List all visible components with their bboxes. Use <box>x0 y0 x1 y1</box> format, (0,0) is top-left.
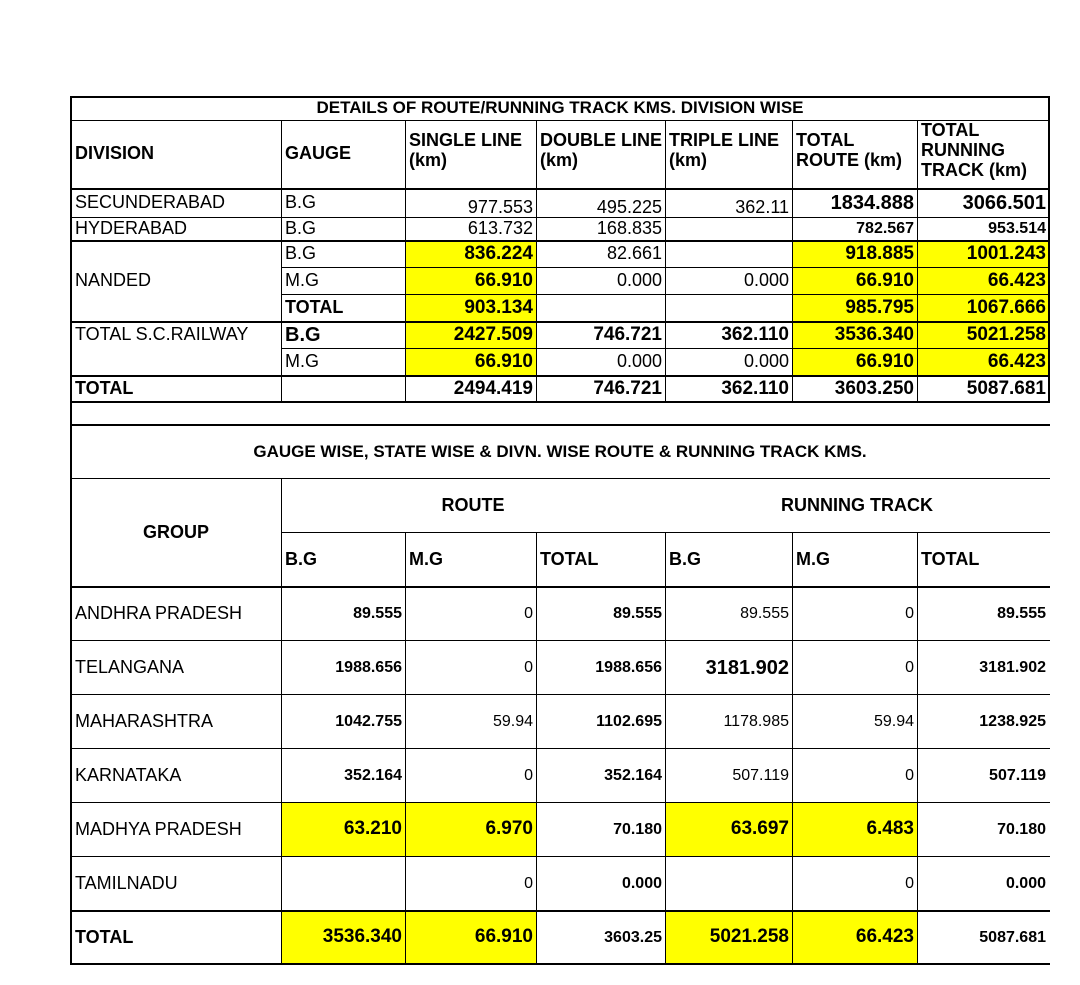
single-line-cell: 903.134 <box>405 295 536 321</box>
total-route-cell: 66.910 <box>792 268 917 294</box>
running-bg-cell <box>665 857 792 910</box>
route-mg-cell: 0 <box>524 604 533 622</box>
total-route-cell: 918.885 <box>792 241 917 267</box>
route-mg-cell: 0 <box>524 766 533 784</box>
subheader-route-mg: M.G <box>409 548 443 569</box>
gauge-cell: M.G <box>285 351 319 372</box>
table2-title: GAUGE WISE, STATE WISE & DIVN. WISE ROUTE & RUNNING TRACK KMS. <box>253 441 867 461</box>
double-line-cell: 746.721 <box>593 377 662 399</box>
running-total-cell: 0.000 <box>1005 874 1046 892</box>
route-total-cell: 70.180 <box>613 820 662 838</box>
division-cell: SECUNDERABAD <box>75 192 226 213</box>
total-route-cell: 3536.340 <box>792 322 917 348</box>
running-track-header: RUNNING TRACK <box>781 494 933 515</box>
header-total-running-track: TOTAL RUNNING TRACK (km) <box>921 121 1027 180</box>
running-mg-cell: 0 <box>905 658 914 676</box>
gauge-cell: TOTAL <box>285 297 344 318</box>
single-line-cell: 2494.419 <box>453 377 533 399</box>
total-running-cell: 1001.243 <box>917 241 1049 267</box>
single-line-cell: 836.224 <box>405 241 536 267</box>
total-route-cell: 985.795 <box>792 295 917 321</box>
route-total-cell: 0.000 <box>621 874 662 892</box>
route-bg-cell <box>281 857 405 910</box>
total-running-cell: 66.423 <box>917 268 1049 294</box>
running-total-cell: 3181.902 <box>979 658 1046 676</box>
running-mg-cell: 0 <box>905 874 914 892</box>
division-cell <box>71 349 281 375</box>
double-line-cell: 0.000 <box>616 270 662 291</box>
running-bg-cell: 89.555 <box>740 604 789 622</box>
route-mg-cell: 6.970 <box>405 803 536 856</box>
running-bg-cell: 63.697 <box>665 803 792 856</box>
triple-line-cell <box>665 295 792 321</box>
route-bg-cell: 352.164 <box>344 766 402 784</box>
group-cell: TELANGANA <box>75 656 185 677</box>
route-mg-cell: 0 <box>524 658 533 676</box>
header-single-line: SINGLE LINE (km) <box>409 131 523 170</box>
route-total-cell: 1988.656 <box>595 658 662 676</box>
header-triple-line: TRIPLE LINE (km) <box>669 131 780 170</box>
single-line-cell: 2427.509 <box>405 322 536 348</box>
total-running-cell: 5087.681 <box>966 377 1046 399</box>
running-mg-cell: 59.94 <box>873 712 914 730</box>
route-total-cell: 352.164 <box>604 766 662 784</box>
gauge-cell: B.G <box>285 218 317 239</box>
double-line-cell: 0.000 <box>616 351 662 372</box>
running-mg-cell: 66.423 <box>792 911 917 964</box>
division-cell-nanded: NANDED <box>75 270 152 291</box>
running-bg-cell: 1178.985 <box>723 712 789 730</box>
route-total-cell: 3603.25 <box>604 928 662 946</box>
total-route-cell: 3603.250 <box>834 377 914 399</box>
double-line-cell: 495.225 <box>596 197 662 218</box>
triple-line-cell <box>665 241 792 267</box>
group-cell: TAMILNADU <box>75 872 178 893</box>
division-cell: HYDERABAD <box>75 218 188 239</box>
total-route-cell: 66.910 <box>792 349 917 375</box>
header-gauge: GAUGE <box>285 143 352 164</box>
running-total-cell: 5087.681 <box>979 928 1046 946</box>
group-cell: ANDHRA PRADESH <box>75 602 243 623</box>
triple-line-cell: 0.000 <box>743 351 789 372</box>
triple-line-cell: 362.11 <box>735 197 789 218</box>
running-total-cell: 1238.925 <box>979 712 1046 730</box>
double-line-cell: 168.835 <box>596 218 662 239</box>
route-bg-cell: 89.555 <box>353 604 402 622</box>
running-bg-cell: 507.119 <box>732 766 789 784</box>
total-running-cell: 5021.258 <box>917 322 1049 348</box>
group-cell: KARNATAKA <box>75 764 182 785</box>
group-cell: TOTAL <box>75 926 134 947</box>
subheader-route-bg: B.G <box>285 548 318 569</box>
route-header: ROUTE <box>441 494 505 515</box>
route-total-cell: 1102.695 <box>596 712 662 730</box>
route-mg-cell: 0 <box>524 874 533 892</box>
route-mg-cell: 66.910 <box>405 911 536 964</box>
running-total-cell: 70.180 <box>997 820 1046 838</box>
header-total-route: TOTAL ROUTE (km) <box>796 131 903 170</box>
total-running-cell: 66.423 <box>917 349 1049 375</box>
gauge-cell <box>281 376 405 402</box>
route-bg-cell: 3536.340 <box>281 911 405 964</box>
route-total-cell: 89.555 <box>613 604 662 622</box>
triple-line-cell: 362.110 <box>721 377 789 399</box>
group-cell: MADHYA PRADESH <box>75 818 242 839</box>
route-mg-cell: 59.94 <box>492 712 533 730</box>
header-double-line: DOUBLE LINE (km) <box>540 131 663 170</box>
subheader-route-total: TOTAL <box>540 548 599 569</box>
header-division: DIVISION <box>75 143 155 164</box>
single-line-cell: 613.732 <box>467 218 533 239</box>
running-total-cell: 89.555 <box>997 604 1046 622</box>
total-route-cell: 1834.888 <box>830 192 914 214</box>
group-cell: MAHARASHTRA <box>75 710 214 731</box>
running-mg-cell: 0 <box>905 604 914 622</box>
total-running-cell: 953.514 <box>988 220 1046 238</box>
total-running-cell: 3066.501 <box>962 192 1046 214</box>
running-bg-cell: 5021.258 <box>665 911 792 964</box>
triple-line-cell: 0.000 <box>743 270 789 291</box>
double-line-cell <box>536 295 665 321</box>
running-mg-cell: 6.483 <box>792 803 917 856</box>
triple-line-cell: 362.110 <box>721 323 789 345</box>
group-header: GROUP <box>142 521 209 542</box>
route-bg-cell: 63.210 <box>281 803 405 856</box>
single-line-cell: 66.910 <box>405 268 536 294</box>
table1-title: DETAILS OF ROUTE/RUNNING TRACK KMS. DIVISION WISE <box>316 98 804 118</box>
running-mg-cell: 0 <box>905 766 914 784</box>
subheader-running-total: TOTAL <box>921 548 980 569</box>
total-running-cell: 1067.666 <box>917 295 1049 321</box>
division-cell: TOTAL S.C.RAILWAY <box>75 324 249 345</box>
gauge-cell: B.G <box>285 243 317 264</box>
double-line-cell: 746.721 <box>593 323 662 345</box>
subheader-running-bg: B.G <box>669 548 702 569</box>
double-line-cell: 82.661 <box>606 243 662 264</box>
gauge-cell: M.G <box>285 270 319 291</box>
route-bg-cell: 1988.656 <box>335 658 402 676</box>
route-bg-cell: 1042.755 <box>335 712 402 730</box>
single-line-cell: 66.910 <box>405 349 536 375</box>
division-cell: TOTAL <box>75 378 134 399</box>
running-bg-cell: 3181.902 <box>705 656 789 679</box>
gauge-cell: B.G <box>285 192 317 213</box>
total-route-cell: 782.567 <box>856 220 914 238</box>
subheader-running-mg: M.G <box>796 548 830 569</box>
triple-line-cell <box>665 218 792 240</box>
single-line-cell: 977.553 <box>467 197 533 218</box>
running-total-cell: 507.119 <box>989 766 1046 784</box>
gauge-cell: B.G <box>285 324 321 346</box>
